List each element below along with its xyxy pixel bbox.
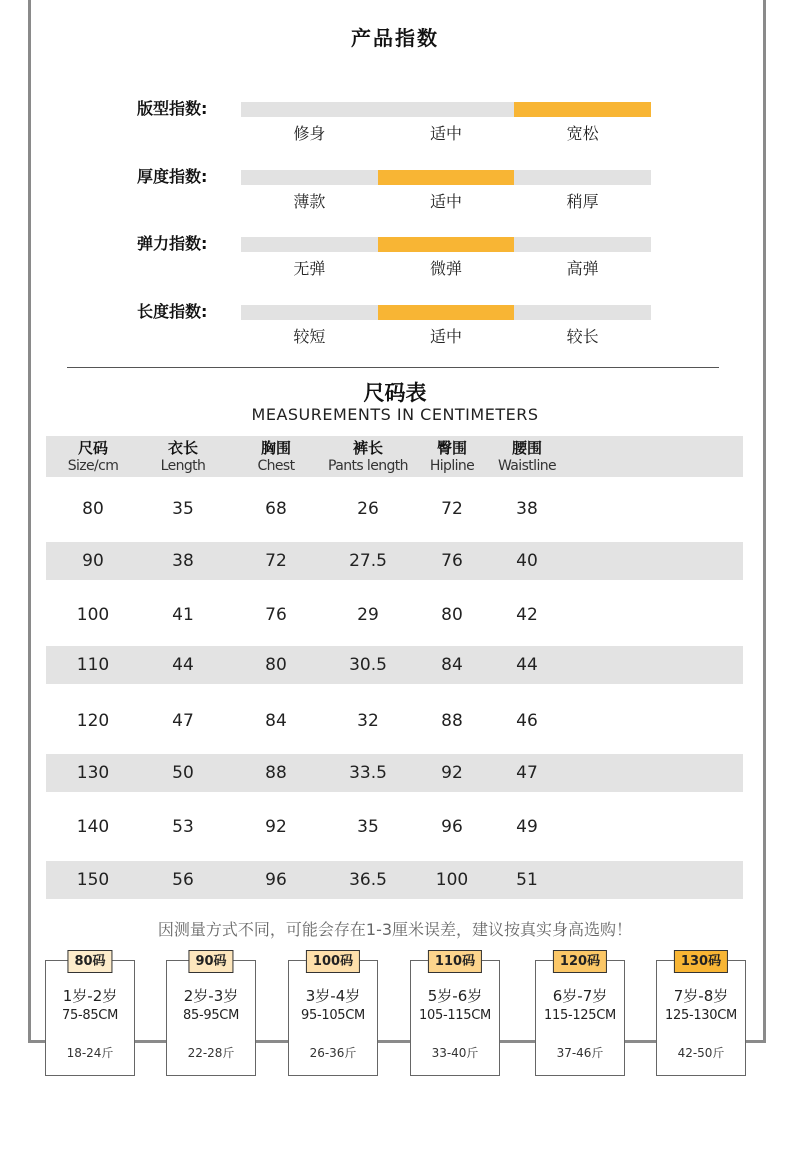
header-label-zh: 衣长: [167, 439, 198, 457]
size-chart-title: 尺码表: [363, 381, 427, 405]
table-cell: 120: [76, 711, 110, 731]
index-bar-segment-selected: [378, 237, 515, 252]
index-option-label: 无弹: [293, 259, 326, 278]
table-cell: 36.5: [349, 870, 387, 890]
index-label: 厚度指数:: [137, 167, 208, 186]
table-cell: 88: [441, 711, 463, 731]
table-cell: 68: [265, 499, 287, 519]
header-label-zh: 胸围: [260, 439, 291, 457]
index-option-label: 稍厚: [566, 192, 599, 211]
table-cell: 80: [265, 655, 287, 675]
header-label-zh: 腰围: [511, 439, 542, 457]
table-cell: 51: [516, 870, 538, 890]
size-card: [288, 954, 378, 1076]
size-badge: 120码: [553, 950, 607, 973]
table-cell: 140: [76, 817, 110, 837]
table-header-cell: [472, 439, 582, 475]
table-cell: 90: [82, 551, 104, 571]
table-row: [46, 861, 743, 899]
table-cell: 130: [76, 763, 110, 783]
size-badge: 100码: [306, 950, 360, 973]
size-badge: 90码: [188, 950, 233, 973]
table-cell: 84: [441, 655, 463, 675]
index-row: [0, 164, 790, 224]
table-cell: 47: [516, 763, 538, 783]
header-label-en: Length: [160, 458, 206, 474]
section-divider: [67, 367, 719, 368]
table-cell: 110: [76, 655, 110, 675]
index-option-label: 薄款: [293, 192, 326, 211]
table-cell: 72: [265, 551, 287, 571]
index-options: [241, 121, 651, 144]
table-cell: 96: [441, 817, 463, 837]
header-label-en: Size/cm: [67, 458, 119, 474]
index-label: 弹力指数:: [137, 234, 208, 253]
table-row: [46, 542, 743, 580]
index-bar-segment: [514, 305, 651, 320]
header-label-zh: 尺码: [77, 439, 108, 457]
index-option-label: 适中: [430, 124, 463, 143]
table-cell: 44: [516, 655, 538, 675]
card-age-range: 5岁-6岁: [427, 987, 483, 1005]
card-age-range: 6岁-7岁: [552, 987, 608, 1005]
table-cell: 46: [516, 711, 538, 731]
card-height-range: 105-115CM: [419, 1008, 491, 1023]
index-bar: [241, 305, 651, 320]
index-row: [0, 96, 790, 156]
header-label-en: Pants length: [328, 458, 408, 474]
index-bar-segment-selected: [378, 305, 515, 320]
table-cell: 150: [76, 870, 110, 890]
table-cell: 76: [265, 605, 287, 625]
index-option-label: 适中: [430, 327, 463, 346]
index-options: [241, 256, 651, 279]
index-bar: [241, 170, 651, 185]
table-cell: 35: [172, 499, 194, 519]
product-index-title: 产品指数: [351, 26, 439, 50]
table-cell: 27.5: [349, 551, 387, 571]
size-chart-subtitle: MEASUREMENTS IN CENTIMETERS: [251, 405, 539, 424]
table-cell: 88: [265, 763, 287, 783]
table-cell: 84: [265, 711, 287, 731]
table-row: [46, 808, 743, 846]
table-cell: 38: [516, 499, 538, 519]
table-cell: 92: [441, 763, 463, 783]
index-row: [0, 299, 790, 359]
card-age-range: 7岁-8岁: [673, 987, 729, 1005]
table-cell: 35: [357, 817, 379, 837]
table-cell: 76: [441, 551, 463, 571]
frame-left-border: [28, 0, 31, 1043]
card-weight-range: 33-40斤: [431, 1046, 479, 1060]
measurement-note: 因测量方式不同，可能会存在1-3厘米误差，建议按真实身高选购！: [157, 920, 633, 939]
table-cell: 26: [357, 499, 379, 519]
table-cell: 47: [172, 711, 194, 731]
table-cell: 80: [82, 499, 104, 519]
card-height-range: 125-130CM: [665, 1008, 737, 1023]
size-badge: 80码: [67, 950, 112, 973]
index-option-label: 修身: [293, 124, 326, 143]
index-bar-segment: [378, 102, 515, 117]
table-row: [46, 490, 743, 528]
index-option-label: 较短: [293, 327, 326, 346]
index-bar-segment: [241, 102, 378, 117]
table-cell: 50: [172, 763, 194, 783]
table-cell: 40: [516, 551, 538, 571]
table-cell: 49: [516, 817, 538, 837]
index-bar: [241, 102, 651, 117]
size-badge: 130码: [674, 950, 728, 973]
index-options: [241, 324, 651, 347]
table-cell: 80: [441, 605, 463, 625]
size-card: [656, 954, 746, 1076]
size-card: [410, 954, 500, 1076]
table-cell: 53: [172, 817, 194, 837]
index-bar-segment: [241, 237, 378, 252]
header-label-zh: 裤长: [352, 439, 383, 457]
index-bar-segment: [514, 170, 651, 185]
index-bar-segment: [514, 237, 651, 252]
index-row: [0, 231, 790, 291]
card-height-range: 75-85CM: [62, 1008, 118, 1023]
table-cell: 100: [76, 605, 110, 625]
index-option-label: 较长: [566, 327, 599, 346]
index-label: 长度指数:: [137, 302, 208, 321]
table-cell: 42: [516, 605, 538, 625]
table-cell: 44: [172, 655, 194, 675]
table-cell: 96: [265, 870, 287, 890]
card-weight-range: 26-36斤: [309, 1046, 357, 1060]
card-height-range: 95-105CM: [301, 1008, 365, 1023]
card-age-range: 3岁-4岁: [305, 987, 361, 1005]
table-cell: 56: [172, 870, 194, 890]
size-card: [45, 954, 135, 1076]
frame-right-border: [763, 0, 766, 1043]
index-option-label: 高弹: [566, 259, 599, 278]
table-row: [46, 754, 743, 792]
card-age-range: 1岁-2岁: [62, 987, 118, 1005]
table-row: [46, 646, 743, 684]
index-option-label: 微弹: [430, 259, 463, 278]
index-bar: [241, 237, 651, 252]
table-cell: 29: [357, 605, 379, 625]
size-card: [166, 954, 256, 1076]
size-badge: 110码: [428, 950, 482, 973]
table-row: [46, 596, 743, 634]
card-weight-range: 22-28斤: [187, 1046, 235, 1060]
table-row: [46, 702, 743, 740]
table-cell: 32: [357, 711, 379, 731]
header-label-en: Chest: [257, 458, 295, 474]
index-bar-segment-selected: [378, 170, 515, 185]
card-age-range: 2岁-3岁: [183, 987, 239, 1005]
index-bar-segment-selected: [514, 102, 651, 117]
card-height-range: 85-95CM: [183, 1008, 239, 1023]
card-weight-range: 37-46斤: [556, 1046, 604, 1060]
card-weight-range: 18-24斤: [66, 1046, 114, 1060]
size-table-header: [46, 436, 743, 477]
table-cell: 38: [172, 551, 194, 571]
header-label-en: Waistline: [497, 458, 557, 474]
table-cell: 100: [435, 870, 469, 890]
table-cell: 33.5: [349, 763, 387, 783]
table-cell: 92: [265, 817, 287, 837]
index-bar-segment: [241, 170, 378, 185]
table-cell: 72: [441, 499, 463, 519]
table-cell: 30.5: [349, 655, 387, 675]
index-bar-segment: [241, 305, 378, 320]
header-label-zh: 臀围: [436, 439, 467, 457]
card-weight-range: 42-50斤: [677, 1046, 725, 1060]
index-options: [241, 189, 651, 212]
header-label-en: Hipline: [429, 458, 475, 474]
table-cell: 41: [172, 605, 194, 625]
card-height-range: 115-125CM: [544, 1008, 616, 1023]
size-card: [535, 954, 625, 1076]
index-option-label: 宽松: [566, 124, 599, 143]
index-option-label: 适中: [430, 192, 463, 211]
index-label: 版型指数:: [137, 99, 208, 118]
